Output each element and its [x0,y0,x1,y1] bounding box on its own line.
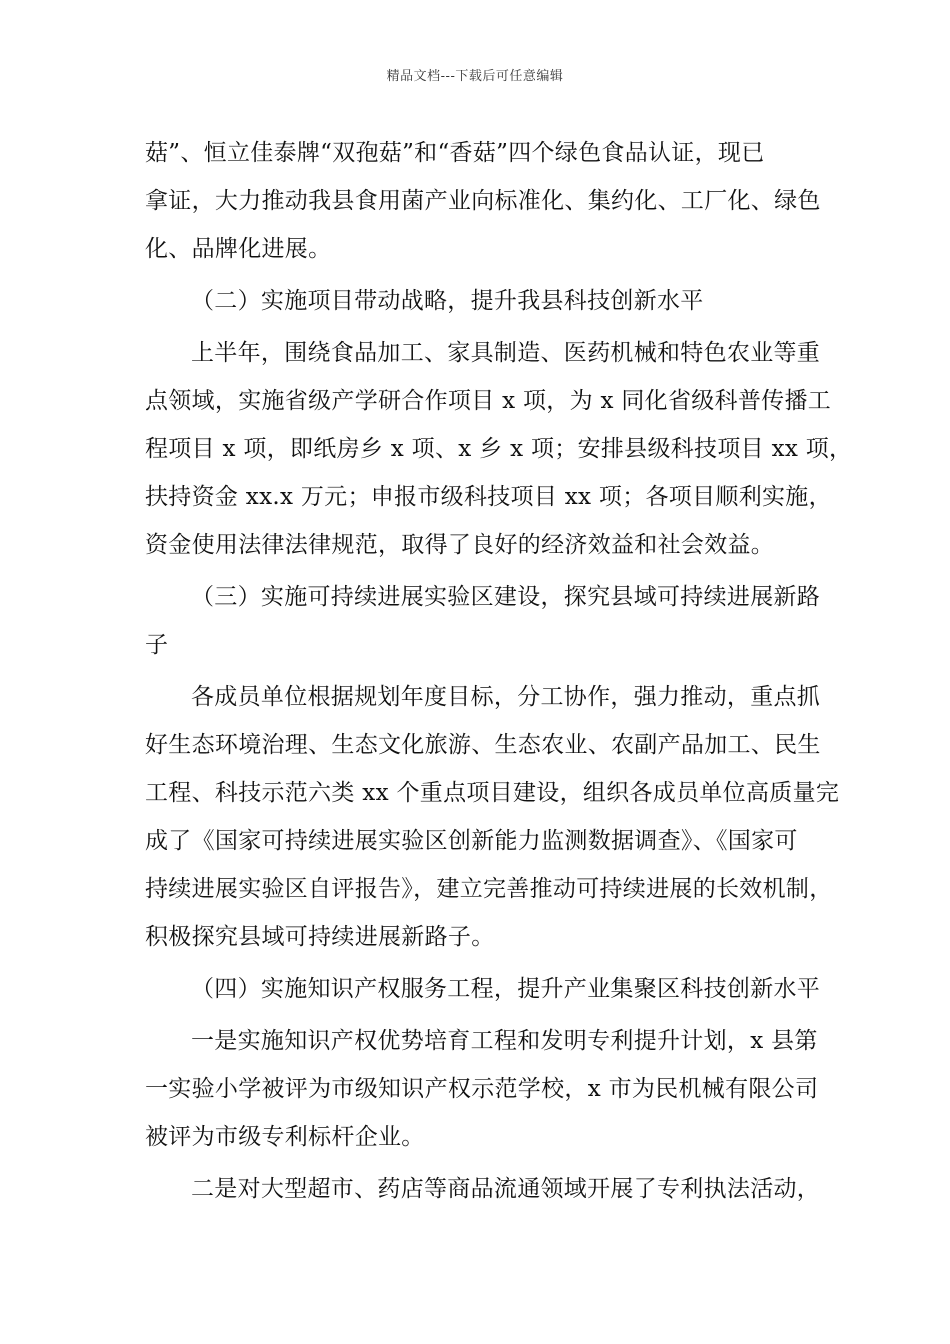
paragraph [145,673,840,961]
text-line: （四）实施知识产权服务工程，提升产业集聚区科技创新水平 [191,976,821,1002]
text-line: 化、品牌化进展。 [145,236,332,262]
text-line: 扶持资金 xx.x 万元；申报市级科技项目 xx 项；各项目顺利实施， [145,484,832,510]
text-line: 一是实施知识产权优势培育工程和发明专利提升计划，x 县第 [191,1028,818,1054]
text-line: 积极探究县域可持续进展新路子。 [145,924,495,950]
text-line: 被评为市级专利标杆企业。 [145,1124,425,1150]
text-line: 程项目 x 项，即纸房乡 x 项、x 乡 x 项；安排县级科技项目 xx 项， [145,436,853,462]
text-line: 工程、科技示范六类 xx 个重点项目建设，组织各成员单位高质量完 [145,780,840,806]
text-line: 一实验小学被评为市级知识产权示范学校，x 市为民机械有限公司 [145,1076,819,1102]
text-line: （三）实施可持续进展实验区建设，探究县域可持续进展新路 [191,584,821,610]
text-line: 资金使用法律法律规范，取得了良好的经济效益和社会效益。 [145,532,775,558]
text-line: 点领域，实施省级产学研合作项目 x 项，为 x 同化省级科普传播工 [145,388,832,414]
text-line: 拿证，大力推动我县食用菌产业向标准化、集约化、工厂化、绿色 [145,188,821,214]
section-heading [145,277,825,325]
text-line: 持续进展实验区自评报告》，建立完善推动可持续进展的长效机制， [145,876,833,902]
text-line: 上半年，围绕食品加工、家具制造、医药机械和特色农业等重 [191,340,821,366]
text-line: （二）实施项目带动战略，提升我县科技创新水平 [191,288,704,314]
section-heading [145,573,825,669]
paragraph [145,129,825,273]
paragraph [145,1165,825,1213]
text-line: 好生态环境治理、生态文化旅游、生态农业、农副产品加工、民生 [145,732,821,758]
page-header: 精品文档---下载后可任意编辑 [386,69,564,84]
text-line: 子 [145,632,169,658]
paragraph [145,329,853,569]
text-line: 各成员单位根据规划年度目标，分工协作，强力推动，重点抓 [191,684,821,710]
paragraph [145,1017,825,1161]
document-body [145,129,853,1213]
section-heading [145,965,825,1013]
text-line: 菇”、恒立佳泰牌“双孢菇”和“香菇”四个绿色食品认证，现已 [145,140,765,166]
text-line: 二是对大型超市、药店等商品流通领域开展了专利执法活动， [191,1176,821,1202]
text-line: 成了《国家可持续进展实验区创新能力监测数据调查》、《国家可 [145,828,798,854]
